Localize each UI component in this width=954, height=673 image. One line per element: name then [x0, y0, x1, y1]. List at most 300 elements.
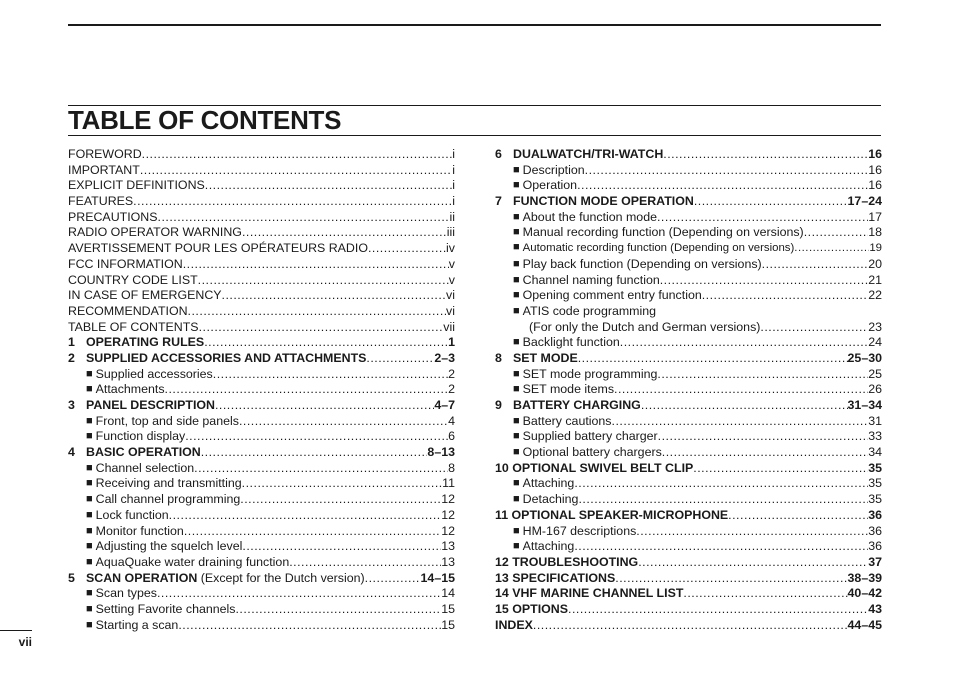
toc-entry[interactable]	[68, 476, 455, 492]
toc-entry-page: 15	[441, 601, 455, 616]
toc-entry-number: 5	[68, 570, 75, 585]
toc-entry[interactable]	[495, 241, 882, 257]
toc-entry-number: 2	[68, 350, 75, 365]
toc-entry-page: v	[448, 256, 455, 271]
toc-entry[interactable]	[68, 320, 455, 336]
toc-entry-page: 14	[441, 586, 455, 601]
toc-entry-page: 35	[868, 476, 882, 491]
toc-entry-page: 33	[868, 429, 882, 444]
toc-entry-text: FOREWORD	[68, 147, 142, 161]
dot-leader	[762, 257, 869, 273]
square-bullet-icon: ■	[513, 524, 520, 537]
toc-entry-page: 2–3	[434, 350, 455, 365]
toc-entry-label	[495, 555, 638, 571]
dot-leader	[804, 225, 869, 241]
toc-entry[interactable]	[495, 524, 882, 540]
toc-entry-page: 36	[868, 539, 882, 554]
toc-entry-label	[86, 586, 157, 603]
toc-entry-label	[513, 288, 702, 305]
toc-entry-label	[86, 351, 366, 367]
toc-entry-text: Channel selection	[95, 460, 195, 475]
toc-entry-text: 11 OPTIONAL SPEAKER-MICROPHONE	[495, 507, 729, 522]
toc-entry[interactable]	[68, 147, 455, 163]
toc-entry[interactable]	[68, 492, 455, 508]
toc-entry-label	[68, 304, 188, 320]
toc-entry[interactable]	[495, 586, 882, 602]
toc-entry[interactable]	[68, 602, 455, 618]
toc-entry-label	[86, 445, 201, 461]
toc-entry-text: About the function mode	[522, 209, 657, 224]
toc-entry[interactable]	[495, 382, 882, 398]
dot-leader	[657, 210, 868, 226]
toc-entry-label	[86, 367, 213, 384]
toc-entry[interactable]	[68, 524, 455, 540]
toc-entry-label	[86, 398, 215, 414]
toc-entry[interactable]	[495, 335, 882, 351]
toc-entry-text: 10 OPTIONAL SWIVEL BELT CLIP	[495, 460, 694, 475]
square-bullet-icon: ■	[86, 508, 93, 521]
toc-entry-text: BASIC OPERATION	[86, 445, 201, 460]
dot-leader	[615, 571, 847, 587]
dot-leader	[533, 618, 848, 634]
toc-entry-label	[86, 429, 185, 446]
dot-leader	[158, 210, 450, 226]
toc-entry[interactable]	[495, 320, 882, 336]
dot-leader	[694, 194, 848, 210]
toc-entry-page: 35	[868, 492, 882, 507]
toc-entry-page: 24	[868, 335, 882, 350]
toc-entry-text: Detaching	[522, 492, 579, 507]
toc-entry-page: 34	[868, 445, 882, 460]
toc-entry-page: 36	[868, 507, 882, 522]
toc-entry-page: 43	[868, 601, 882, 616]
square-bullet-icon: ■	[513, 241, 520, 254]
dot-leader	[222, 288, 447, 304]
toc-entry-label	[513, 414, 612, 431]
toc-entry[interactable]	[68, 367, 455, 383]
toc-entry-text: Supplied accessories	[95, 366, 213, 381]
toc-entry-label	[513, 194, 694, 210]
toc-entry[interactable]	[495, 555, 882, 571]
toc-entry-page: vi	[446, 303, 455, 318]
toc-entry-page: 18	[868, 225, 882, 240]
toc-entry-label	[513, 304, 656, 321]
toc-entry-text: FEATURES	[68, 194, 134, 209]
square-bullet-icon: ■	[513, 273, 520, 286]
square-bullet-icon: ■	[513, 336, 520, 349]
toc-entry[interactable]	[68, 571, 455, 587]
square-bullet-icon: ■	[513, 540, 520, 553]
square-bullet-icon: ■	[513, 383, 520, 396]
toc-entry-text: Manual recording function (Depending on versions)	[522, 225, 804, 240]
dot-leader	[636, 524, 868, 540]
toc-entry[interactable]	[68, 210, 455, 226]
toc-entry-label	[513, 351, 578, 367]
toc-entry-label	[513, 382, 614, 399]
toc-entry-text: (For only the Dutch and German versions)	[529, 319, 761, 334]
toc-entry[interactable]	[68, 555, 455, 571]
square-bullet-icon: ■	[513, 163, 520, 176]
toc-entry-text: COUNTRY CODE LIST	[68, 272, 198, 287]
square-bullet-icon: ■	[513, 304, 520, 317]
toc-entry[interactable]	[495, 414, 882, 430]
toc-entry-label	[513, 163, 585, 180]
toc-entry-text: Setting Favorite channels	[95, 601, 236, 616]
toc-entry[interactable]	[495, 351, 882, 367]
toc-entry[interactable]	[68, 288, 455, 304]
toc-entry-label	[513, 445, 662, 462]
toc-entry-page: vi	[446, 288, 455, 303]
square-bullet-icon: ■	[513, 226, 520, 239]
toc-entry-page: 44–45	[847, 617, 882, 632]
toc-entry[interactable]	[68, 178, 455, 194]
toc-entry-page: 31–34	[847, 398, 882, 412]
toc-entry-text: FCC INFORMATION	[68, 256, 183, 271]
toc-entry[interactable]	[68, 382, 455, 398]
toc-right-column	[495, 147, 882, 633]
square-bullet-icon: ■	[513, 446, 520, 459]
toc-entry-label	[68, 241, 368, 257]
toc-entry-label	[86, 492, 240, 509]
toc-entry[interactable]	[495, 618, 882, 634]
toc-entry[interactable]	[495, 178, 882, 194]
toc-entry-number: 7	[495, 194, 502, 209]
toc-entry[interactable]	[495, 429, 882, 445]
toc-entry-label	[513, 539, 574, 556]
toc-entry-text: BATTERY CHARGING	[513, 398, 641, 412]
toc-entry-page: i	[452, 178, 455, 193]
toc-entry[interactable]	[495, 257, 882, 273]
toc-entry-page: vii	[443, 319, 455, 334]
toc-entry-page: 19	[869, 242, 882, 255]
toc-entry[interactable]	[495, 194, 882, 210]
dot-leader	[169, 508, 442, 524]
toc-entry-label	[68, 210, 158, 226]
square-bullet-icon: ■	[513, 210, 520, 223]
toc-entry-text: IN CASE OF EMERGENCY	[68, 288, 222, 303]
square-bullet-icon: ■	[513, 493, 520, 506]
toc-entry-page: 17–24	[847, 194, 882, 209]
dot-leader	[157, 586, 441, 602]
toc-entry-label	[495, 618, 533, 634]
toc-entry-page: 15	[441, 617, 455, 632]
toc-entry-number: 4	[68, 445, 75, 460]
toc-entry[interactable]	[495, 304, 882, 320]
dot-leader	[142, 147, 453, 163]
toc-entry-text: EXPLICIT DEFINITIONS	[68, 178, 205, 193]
dot-leader	[289, 555, 441, 571]
toc-entry-page: 13	[441, 554, 455, 569]
square-bullet-icon: ■	[513, 179, 520, 192]
dot-leader	[574, 476, 868, 492]
toc-entry-text: 13 SPECIFICATIONS	[495, 570, 616, 585]
toc-entry-label	[86, 571, 365, 587]
toc-entry-number: 8	[495, 350, 502, 365]
toc-entry-label	[513, 273, 660, 290]
dot-leader	[683, 586, 847, 602]
toc-entry-text: Battery cautions	[522, 413, 612, 428]
toc-entry[interactable]	[495, 571, 882, 587]
square-bullet-icon: ■	[86, 461, 93, 474]
toc-entry-page: 36	[868, 523, 882, 538]
toc-entry[interactable]	[68, 539, 455, 555]
toc-entry-text: Description	[522, 162, 585, 177]
toc-entry-text: SET mode items	[522, 382, 615, 397]
dot-leader	[194, 461, 448, 477]
dot-leader	[660, 273, 868, 289]
toc-entry-page: 35	[868, 460, 882, 475]
toc-entry-label	[513, 241, 794, 257]
toc-entry-label	[68, 147, 142, 163]
toc-entry-page: i	[452, 194, 455, 209]
toc-entry[interactable]	[68, 257, 455, 273]
square-bullet-icon: ■	[86, 602, 93, 615]
dot-leader	[574, 539, 868, 555]
dot-leader	[366, 351, 434, 367]
dot-leader	[794, 241, 869, 257]
toc-entry-text: 12 TROUBLESHOOTING	[495, 554, 639, 569]
toc-entry[interactable]	[495, 492, 882, 508]
toc-entry-text: Receiving and transmitting	[95, 476, 242, 491]
toc-entry-label	[68, 273, 198, 289]
toc-entry[interactable]	[495, 445, 882, 461]
square-bullet-icon: ■	[86, 493, 93, 506]
toc-entry-number: 9	[495, 398, 502, 412]
dot-leader	[702, 288, 868, 304]
toc-entry-text: Attaching	[522, 476, 575, 491]
toc-entry-page: 23	[868, 319, 882, 334]
square-bullet-icon: ■	[86, 477, 93, 490]
square-bullet-icon: ■	[513, 289, 520, 302]
toc-entry-page: 26	[868, 382, 882, 397]
toc-entry[interactable]	[68, 194, 455, 210]
toc-entry-label	[513, 225, 804, 242]
toc-entry-text: Supplied battery charger	[522, 429, 658, 444]
toc-entry-page: v	[448, 272, 455, 287]
toc-entry-text: Channel naming function	[522, 272, 660, 287]
toc-entry-label	[68, 163, 140, 179]
toc-entry-label	[513, 367, 657, 384]
toc-entry[interactable]	[68, 618, 455, 634]
toc-entry[interactable]	[68, 225, 455, 241]
toc-entry-label	[68, 225, 242, 241]
top-rule	[68, 24, 881, 26]
toc-entry[interactable]	[68, 414, 455, 430]
toc-entry[interactable]	[495, 273, 882, 289]
toc-entry[interactable]	[68, 273, 455, 289]
toc-entry[interactable]	[68, 351, 455, 367]
toc-entry-text: Monitor function	[95, 523, 184, 538]
dot-leader	[693, 461, 868, 477]
toc-entry-text: Opening comment entry function	[522, 288, 702, 303]
toc-entry-label	[513, 335, 620, 352]
square-bullet-icon: ■	[86, 383, 93, 396]
dot-leader	[663, 147, 868, 163]
toc-entry-label	[513, 210, 657, 227]
dot-leader	[620, 335, 868, 351]
toc-entry-number: 1	[68, 335, 75, 350]
toc-entry-label	[513, 524, 636, 541]
toc-entry-text: Play back function (Depending on versions)	[522, 256, 762, 271]
toc-entry-text: AVERTISSEMENT POUR LES OPÉRATEURS RADIO	[68, 241, 368, 256]
toc-entry-label	[86, 414, 239, 431]
square-bullet-icon: ■	[513, 257, 520, 270]
toc-entry-label	[495, 586, 683, 602]
dot-leader	[204, 335, 448, 351]
toc-entry[interactable]	[495, 461, 882, 477]
toc-entry-text: Operation	[522, 178, 578, 193]
toc-entry[interactable]	[495, 163, 882, 179]
toc-entry-text: Front, top and side panels	[95, 413, 239, 428]
toc-entry[interactable]	[495, 367, 882, 383]
toc-entry-label	[86, 602, 235, 619]
toc-entry-text: Lock function	[95, 507, 169, 522]
toc-entry-page: 20	[868, 256, 882, 271]
dot-leader	[140, 163, 452, 179]
toc-entry-page: 16	[868, 147, 882, 161]
toc-entry-text: SET MODE	[513, 350, 578, 365]
toc-entry-page: iii	[446, 225, 455, 240]
toc-entry-text: FUNCTION MODE OPERATION	[513, 194, 694, 209]
toc-entry[interactable]	[495, 147, 882, 163]
toc-entry-page: 21	[868, 272, 882, 287]
toc-entry-label	[68, 194, 133, 210]
toc-entry-label	[86, 555, 289, 572]
toc-entry[interactable]	[68, 508, 455, 524]
toc-entry-page: 22	[868, 288, 882, 303]
toc-entry-page: 25	[868, 366, 882, 381]
dot-leader	[183, 257, 449, 273]
toc-entry-page: 4	[448, 413, 455, 428]
dot-leader	[658, 429, 869, 445]
toc-entry[interactable]	[68, 241, 455, 257]
toc-entry-page: 1	[448, 335, 455, 350]
toc-entry-text: DUALWATCH/TRI-WATCH	[513, 147, 664, 161]
toc-entry[interactable]	[495, 476, 882, 492]
toc-entry[interactable]	[495, 398, 882, 414]
toc-entry[interactable]	[495, 539, 882, 555]
toc-entry-text: RECOMMENDATION	[68, 303, 188, 318]
dot-leader	[242, 225, 447, 241]
dot-leader	[578, 492, 868, 508]
dot-leader	[365, 571, 421, 587]
toc-entry-text: Automatic recording function (Depending on versions)	[522, 242, 795, 255]
toc-entry-text: Call channel programming	[95, 492, 241, 507]
dot-leader	[577, 178, 868, 194]
toc-entry-page: 12	[441, 507, 455, 522]
page-title: TABLE OF CONTENTS	[68, 105, 342, 135]
toc-entry-text: TABLE OF CONTENTS	[68, 319, 199, 334]
toc-entry-number: 6	[495, 147, 502, 161]
toc-entry-page: ii	[449, 209, 455, 224]
toc-entry-text: PANEL DESCRIPTION	[86, 398, 215, 412]
toc-entry-text: SET mode programming	[522, 366, 658, 381]
toc-entry[interactable]	[68, 163, 455, 179]
toc-entry-label	[68, 257, 183, 273]
dot-leader	[240, 492, 441, 508]
dot-leader	[638, 555, 868, 571]
dot-leader	[133, 194, 452, 210]
toc-entry-text: Optional battery chargers	[522, 445, 662, 460]
toc-entry-text: RADIO OPERATOR WARNING	[68, 225, 242, 240]
toc-entry-page: i	[452, 162, 455, 177]
toc-entry-label	[68, 178, 205, 194]
toc-entry[interactable]	[495, 508, 882, 524]
toc-entry[interactable]	[68, 586, 455, 602]
toc-entry-text: Scan types	[95, 586, 157, 601]
toc-entry[interactable]	[495, 210, 882, 226]
toc-entry-label	[513, 178, 577, 195]
toc-entry-text: SUPPLIED ACCESSORIES AND ATTACHMENTS	[86, 350, 367, 365]
toc-entry[interactable]	[68, 429, 455, 445]
toc-entry-text: INDEX	[495, 617, 533, 632]
dot-leader	[585, 163, 869, 179]
toc-entry[interactable]	[68, 445, 455, 461]
toc-entry-text: IMPORTANT	[68, 162, 140, 177]
title-underline	[68, 135, 881, 136]
dot-leader	[641, 398, 848, 414]
toc-entry-page: 12	[441, 492, 455, 507]
dot-leader	[760, 320, 868, 336]
toc-entry[interactable]	[68, 304, 455, 320]
dot-leader	[568, 602, 868, 618]
dot-leader	[185, 429, 448, 445]
toc-entry-label	[529, 320, 760, 336]
dot-leader	[198, 273, 449, 289]
toc-entry-text: PRECAUTIONS	[68, 209, 158, 224]
square-bullet-icon: ■	[86, 430, 93, 443]
toc-entry[interactable]	[68, 335, 455, 351]
toc-entry-label	[513, 492, 578, 509]
dot-leader	[578, 351, 848, 367]
toc-entry-label	[495, 461, 693, 477]
toc-entry-page: 12	[441, 523, 455, 538]
square-bullet-icon: ■	[513, 414, 520, 427]
toc-entry-label	[86, 335, 204, 351]
toc-entry-text: HM-167 descriptions	[522, 523, 637, 538]
dot-leader	[215, 398, 434, 414]
toc-entry-page: 25–30	[847, 350, 882, 365]
dot-leader	[201, 445, 428, 461]
toc-entry[interactable]	[68, 461, 455, 477]
toc-entry-label	[86, 476, 242, 493]
toc-entry-page: 11	[442, 476, 455, 491]
square-bullet-icon: ■	[86, 414, 93, 427]
toc-entry[interactable]	[68, 398, 455, 414]
toc-entry-label	[495, 602, 568, 618]
toc-entry-text: Backlight function	[522, 335, 620, 350]
toc-entry[interactable]	[495, 288, 882, 304]
toc-entry-label	[513, 476, 574, 493]
dot-leader	[242, 476, 442, 492]
toc-entry-label	[495, 571, 615, 587]
dot-leader	[235, 602, 441, 618]
toc-left-column	[68, 147, 455, 633]
toc-entry-page: 8–13	[427, 445, 455, 460]
toc-entry-page: 13	[441, 539, 455, 554]
dot-leader	[368, 241, 446, 257]
toc-entry[interactable]	[495, 225, 882, 241]
dot-leader	[184, 524, 441, 540]
toc-entry[interactable]	[495, 602, 882, 618]
toc-entry-page: 2	[448, 366, 455, 381]
square-bullet-icon: ■	[86, 587, 93, 600]
toc-entry-label	[86, 382, 165, 399]
toc-entry-text: 14 VHF MARINE CHANNEL LIST	[495, 586, 684, 601]
toc-entry-label	[86, 539, 242, 556]
toc-entry-label	[495, 508, 728, 524]
toc-entry-text: OPERATING RULES	[86, 335, 205, 350]
